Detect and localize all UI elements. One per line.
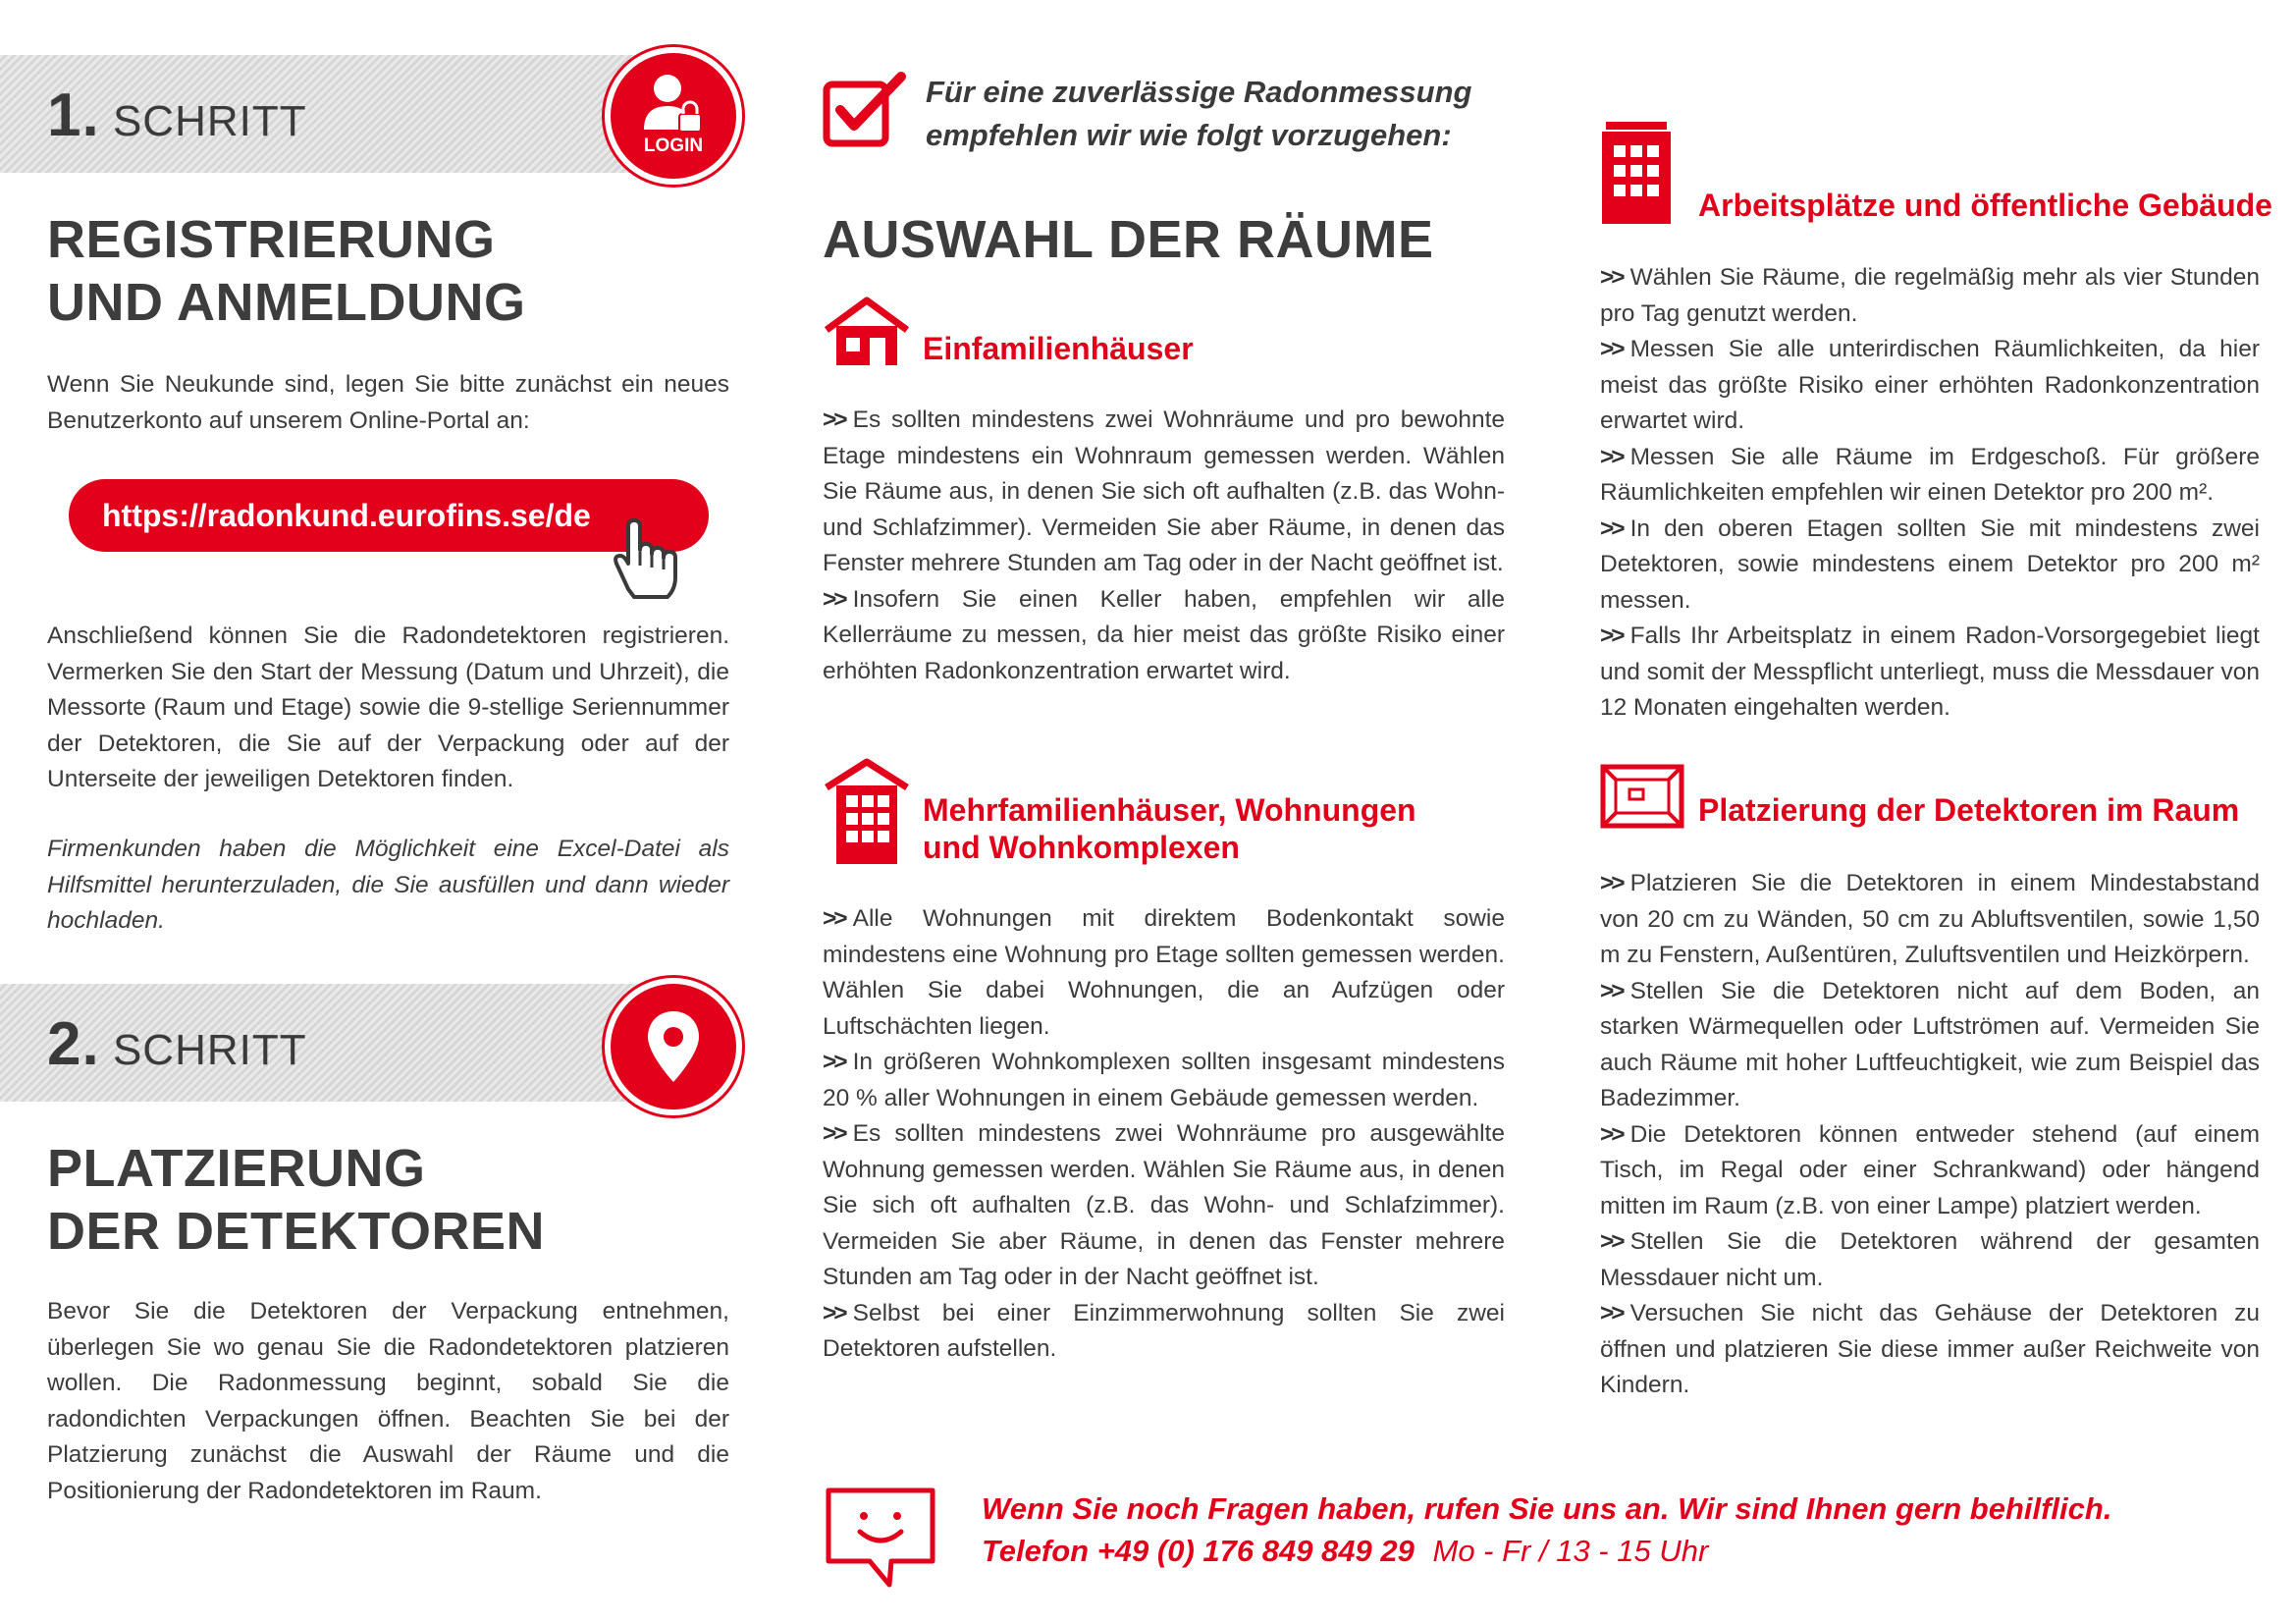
step1-note: Firmenkunden haben die Möglichkeit eine Excel-Datei als Hilfsmittel herunterzuladen, die Sie ausfüllen und dann wieder hochladen. [47,836,729,934]
sec3-title: Arbeitsplätze und öffentliche Gebäude [1698,188,2272,223]
step1-heading-line1: REGISTRIERUNG [47,210,496,269]
sec3-item [1600,332,2260,440]
step2-label-text: SCHRITT [112,1026,307,1074]
chevron-right-icon: >> [1600,870,1623,896]
sec1-item [823,403,1505,582]
pointer-hand-icon [607,495,681,603]
chevron-right-icon: >> [1600,514,1623,542]
sec4-item-text: Platzieren Sie die Detektoren in einem Mindestabstand von 20 cm zu Wänden, 50 cm zu Abluftsventilen, sowie 1,50 m zu Fenstern, Außentüren, Zuluftsventilen und Heizkörpern. [1600,870,2260,968]
sec4-item [1600,1117,2260,1225]
intro-line1: Für eine zuverlässige Radonmessung [926,75,1472,109]
sec1-item-text: Es sollten mindestens zwei Wohnräume und pro bewohnte Etage mindestens ein Wohnraum gemessen werden. Wählen Sie Räume aus, in denen Sie sich oft aufhalten (z.B. das Wohn- und Schlafzimmer). Vermeiden Sie aber Räume, in denen das Fenster mehrere Stunden am Tag oder in der Nacht geöffnet ist. [823,406,1505,576]
chevron-right-icon: >> [823,585,845,613]
sec2-item [823,1045,1505,1116]
step1-intro: Wenn Sie Neukunde sind, legen Sie bitte zunächst ein neues Benutzerkonto auf unserem Online-Portal an: [47,371,729,434]
sec3-item [1600,260,2260,332]
sec3-item [1600,440,2260,512]
chevron-right-icon: >> [823,406,845,433]
sec4-item [1600,1224,2260,1296]
step1-body: Anschließend können Sie die Radondetektoren registrieren. Vermerken Sie den Start der Messung (Datum und Uhrzeit), die Messorte (Raum und Etage) sowie die 9-stellige Seriennummer der Detektoren, die Sie auf der Verpackung oder auf der Unterseite der jeweiligen Detektoren finden. [47,622,729,792]
footer-contact [982,1530,1708,1573]
chevron-right-icon: >> [1600,1228,1623,1255]
smiley-speech-bubble-icon [823,1485,938,1593]
sec4-item-text: Versuchen Sie nicht das Gehäuse der Detektoren zu öffnen und platzieren Sie diese immer außer Reichweite von Kindern. [1600,1300,2260,1398]
sec2-item-text: In größeren Wohnkomplexen sollten insgesamt mindestens 20 % aller Wohnungen in einem Gebäude gemessen werden. [823,1049,1505,1111]
sec4-item-text: Die Detektoren können entweder stehend (auf einem Tisch, im Regal oder einer Schrankwand) oder hängend mitten im Raum (z.B. von einer Lampe) platziert werden. [1600,1120,2260,1219]
chevron-right-icon: >> [1600,622,1623,649]
sec2-item [823,1116,1505,1296]
room-detector-icon [1600,764,1684,829]
sec3-item-text: In den oberen Etagen sollten Sie mit mindestens zwei Detektoren, sowie mindestens einem Detektor pro 200 m² messen. [1600,514,2260,614]
user-lock-icon [611,53,736,179]
step1-heading-line2: UND ANMELDUNG [47,273,526,332]
chevron-right-icon: >> [1600,336,1623,362]
chevron-right-icon: >> [823,1120,845,1147]
sec4-item [1600,866,2260,974]
footer-question: Wenn Sie noch Fragen haben, rufen Sie uns an. Wir sind Ihnen gern behilflich. [982,1491,2112,1526]
map-pin-icon [611,984,736,1109]
apartment-building-icon [823,758,911,866]
step2-number: 2. [47,1010,100,1078]
step2-heading-line2: DER DETEKTOREN [47,1202,546,1261]
intro-line2: empfehlen wir wie folgt vorzugehen: [926,118,1452,152]
chevron-right-icon: >> [1600,1300,1623,1326]
login-badge [605,47,742,185]
step1-heading [47,208,525,334]
step1-number: 1. [47,81,100,149]
sec3-item [1600,619,2260,727]
sec2-item-text: Selbst bei einer Einzimmerwohnung sollten Sie zwei Detektoren aufstellen. [823,1299,1505,1362]
sec2-item-text: Es sollten mindestens zwei Wohnräume pro ausgewählte Wohnung gemessen werden. Wählen Sie Räume aus, in denen Sie sich oft aufhalten (z.B. das Wohn- und Schlafzimmer). Vermeiden Sie aber Räume, in denen das Fenster mehrere Stunden am Tag oder in der Nacht geöffnet ist. [823,1120,1505,1290]
chevron-right-icon: >> [1600,264,1623,291]
sec2-item [823,1296,1505,1368]
house-icon [823,297,911,367]
step1-label-text: SCHRITT [112,97,307,145]
sec2-title-line1: Mehrfamilienhäuser, Wohnungen [923,792,1416,828]
sec3-list [1600,260,2260,727]
sec3-item [1600,512,2260,620]
office-building-icon [1600,120,1673,226]
sec4-title: Platzierung der Detektoren im Raum [1698,792,2240,828]
footer-hours: Mo - Fr / 13 - 15 Uhr [1432,1534,1709,1568]
chevron-right-icon: >> [823,905,845,932]
sec1-item [823,582,1505,690]
step1-label [47,81,307,150]
step2-heading-line1: PLATZIERUNG [47,1139,426,1198]
step2-label [47,1009,307,1079]
section-heading: AUSWAHL DER RÄUME [823,210,1434,269]
sec2-title-line2: und Wohnkomplexen [923,830,1240,865]
sec4-item-text: Stellen Sie die Detektoren nicht auf dem Boden, an starken Wärmequellen oder Luftströmen auf. Vermeiden Sie auch Räume mit hoher Luftfeuchtigkeit, wie zum Beispiel das Badezimmer. [1600,977,2260,1111]
sec4-item-text: Stellen Sie die Detektoren während der gesamten Messdauer nicht um. [1600,1228,2260,1291]
sec3-item-text: Wählen Sie Räume, die regelmäßig mehr als vier Stunden pro Tag genutzt werden. [1600,264,2260,327]
sec1-item-text: Insofern Sie einen Keller haben, empfehlen wir alle Kellerräume zu messen, da hier meist das größte Risiko einer erhöhten Radonkonzentration erwartet wird. [823,585,1505,684]
sec4-item [1600,974,2260,1117]
checkbox-check-icon [823,71,911,149]
footer-phone[interactable]: Telefon +49 (0) 176 849 849 29 [982,1534,1415,1568]
sec3-item-text: Messen Sie alle Räume im Erdgeschoß. Für größere Räumlichkeiten empfehlen wir einen Detektor pro 200 m². [1600,443,2260,506]
login-badge-text: LOGIN [643,135,704,156]
sec3-item-text: Messen Sie alle unterirdischen Räumlichkeiten, da hier meist das größte Risiko einer erhöhten Radonkonzentration erwartet wird. [1600,336,2260,434]
sec4-item [1600,1296,2260,1404]
sec2-item [823,901,1505,1045]
portal-link-text[interactable]: https://radonkund.eurofins.se/de [102,498,591,533]
chevron-right-icon: >> [1600,977,1623,1004]
chevron-right-icon: >> [1600,1120,1623,1148]
sec1-title: Einfamilienhäuser [923,331,1194,366]
chevron-right-icon: >> [823,1049,845,1075]
intro-text [926,71,1471,157]
sec4-list [1600,866,2260,1404]
sec2-list [823,901,1505,1368]
sec2-title [923,791,1416,866]
chevron-right-icon: >> [823,1299,845,1326]
sec3-item-text: Falls Ihr Arbeitsplatz in einem Radon-Vorsorgegebiet liegt und somit der Messpflicht unterliegt, muss die Messdauer von 12 Monaten eingehalten werden. [1600,622,2260,721]
step2-body: Bevor Sie die Detektoren der Verpackung entnehmen, überlegen Sie wo genau Sie die Radondetektoren platzieren wollen. Die Radonmessung beginnt, sobald Sie die radondichten Verpackungen öffnen. Beachten Sie bei der Platzierung zunächst die Auswahl der Räume und die Positionierung der Radondetektoren im Raum. [47,1298,729,1504]
sec1-list [823,403,1505,689]
chevron-right-icon: >> [1600,443,1623,470]
step2-heading [47,1137,545,1263]
sec2-item-text: Alle Wohnungen mit direktem Bodenkontakt sowie mindestens eine Wohnung pro Etage sollten gemessen werden. Wählen Sie dabei Wohnungen, die an Aufzügen oder Luftschächten liegen. [823,905,1505,1040]
location-badge [605,978,742,1115]
